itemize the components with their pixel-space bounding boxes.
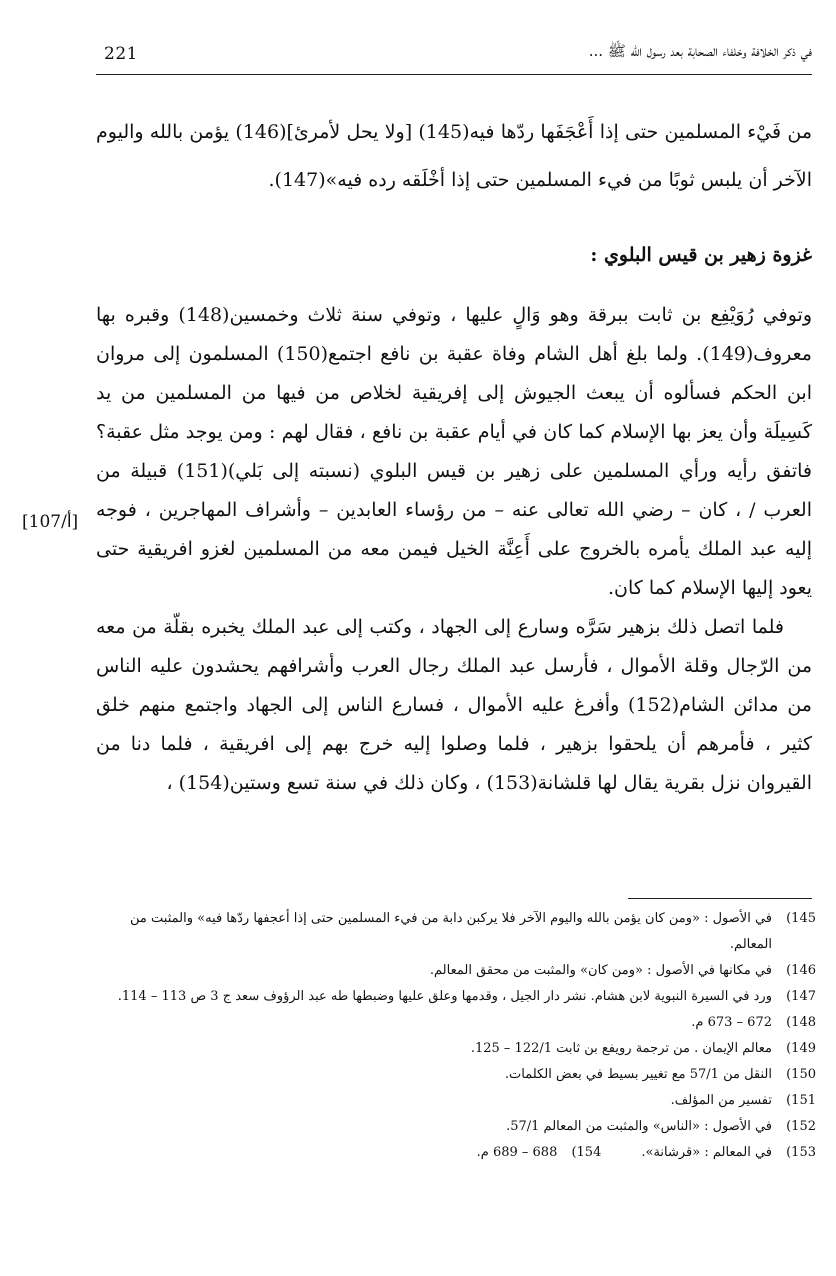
footnote-separator: [628, 898, 812, 899]
footnote-text: 688 – 689 م.: [476, 1145, 558, 1160]
body-text: [96, 296, 812, 803]
footnote-text: تفسير من المؤلف.: [670, 1093, 772, 1108]
footnote: [96, 906, 816, 958]
page-number: 221: [104, 44, 138, 64]
footnote-text: ورد في السيرة النبوية لابن هشام. نشر دار الجيل ، وقدمها وعلق عليها وضبطها طه عبد الرؤوف سعد ج 3 ص 113 – 114.: [117, 989, 772, 1004]
running-title: في ذكر الخلافة وخلفاء الصحابة بعد رسول الله ﷺ ...: [588, 42, 812, 60]
footnote-number: 151): [786, 1093, 816, 1108]
footnote-text: في الأصول : «ومن كان يؤمن بالله واليوم الآخر فلا يركبن دابة من فيء المسلمين حتى إذا أعجفها ردّها فيه» والمثبت من المعالم.: [130, 911, 772, 952]
running-header: [96, 40, 812, 75]
footnote-number: 152): [786, 1119, 816, 1134]
section-heading: غزوة زهير بن قيس البلوي :: [590, 244, 812, 266]
body-paragraph: فلما اتصل ذلك بزهير سَرَّه وسارع إلى الجهاد ، وكتب إلى عبد الملك يخبره بقلّة من معه من الرّجال وقلة الأموال ، فأرسل عبد الملك رجال العرب وأشرافهم يحشدون عليه الناس من مدائن الشام(152) وأفرغ عليه الأموال ، فسارع الناس إلى الجهاد واجتمع منهم خلق كثير ، فأمرهم أن يلحقوا بزهير ، فلما وصلوا إليه خرج بهم إلى افريقية ، فلما دنا من القيروان نزل بقرية يقال لها قلشانة(153) ، وكان ذلك في سنة تسع وستين(154) ،: [96, 616, 812, 794]
footnote: [477, 1140, 602, 1166]
footnote: [96, 1036, 816, 1062]
footnote-number: 153): [786, 1145, 816, 1160]
footnote-number: 149): [786, 1041, 816, 1056]
footnotes: [96, 906, 816, 1166]
footnote-number: 147): [786, 989, 816, 1004]
manuscript-folio-reference: [107/أ]: [22, 512, 79, 532]
footnote-text: في مكانها في الأصول : «ومن كان» والمثبت من محقق المعالم.: [429, 963, 772, 978]
footnote-text: النقل من 57/1 مع تغيير بسيط في بعض الكلمات.: [504, 1067, 772, 1082]
footnote: [96, 1010, 816, 1036]
footnote: [96, 958, 816, 984]
footnote-text: في المعالم : «قرشانة».: [641, 1145, 772, 1160]
footnote: [96, 1062, 816, 1088]
footnote-number: 154): [571, 1145, 602, 1160]
intro-paragraph: من فَيْء المسلمين حتى إذا أَعْجَفَها ردّها فيه(145) [ولا يحل لأمرئ](146) يؤمن بالله واليوم الآخر أن يلبس ثوبًا من فيء المسلمين حتى إذا أخْلَقه رده فيه»(147).: [96, 121, 812, 191]
footnote: [641, 1140, 816, 1166]
footnote-number: 148): [786, 1015, 816, 1030]
footnote-row: [96, 1140, 816, 1166]
footnote: [96, 1114, 816, 1140]
footnote-number: 146): [786, 963, 816, 978]
footnote: [96, 1088, 816, 1114]
body-paragraph: وتوفي رُوَيْفِع بن ثابت ببرقة وهو وَالٍ عليها ، وتوفي سنة ثلاث وخمسين(148) وقبره بها معروف(149). ولما بلغ أهل الشام وفاة عقبة بن نافع اجتمع(150) المسلمون إلى مروان ابن الحكم فسألوه أن يبعث الجيوش إلى إفريقية لخلاص من فيها من المسلمين من يد كَسِيلَة وأن يعز بها الإسلام كما كان في أيام عقبة بن نافع ، فقال لهم : ومن يوجد مثل عقبة؟ فاتفق رأيه ورأي المسلمين على زهير بن قيس البلوي (نسبته إلى بَلي)(151) قبيلة من العرب / ، كان – رضي الله تعالى عنه – من رؤساء العابدين – وأشراف المهاجرين ، فوجه إليه عبد الملك يأمره بالخروج على أَعِنَّة الخيل فيمن معه من المسلمين لغزو افريقية حتى يعود إليها الإسلام كما كان.: [96, 304, 812, 599]
footnote-text: معالم الإيمان . من ترجمة رويفع بن ثابت 122/1 – 125.: [470, 1041, 772, 1056]
footnote-text: في الأصول : «الناس» والمثبت من المعالم 57/1.: [506, 1119, 772, 1134]
footnote-number: 145): [786, 911, 816, 926]
footnote-text: 672 – 673 م.: [691, 1015, 772, 1030]
footnote: [96, 984, 816, 1010]
footnote-number: 150): [786, 1067, 816, 1082]
